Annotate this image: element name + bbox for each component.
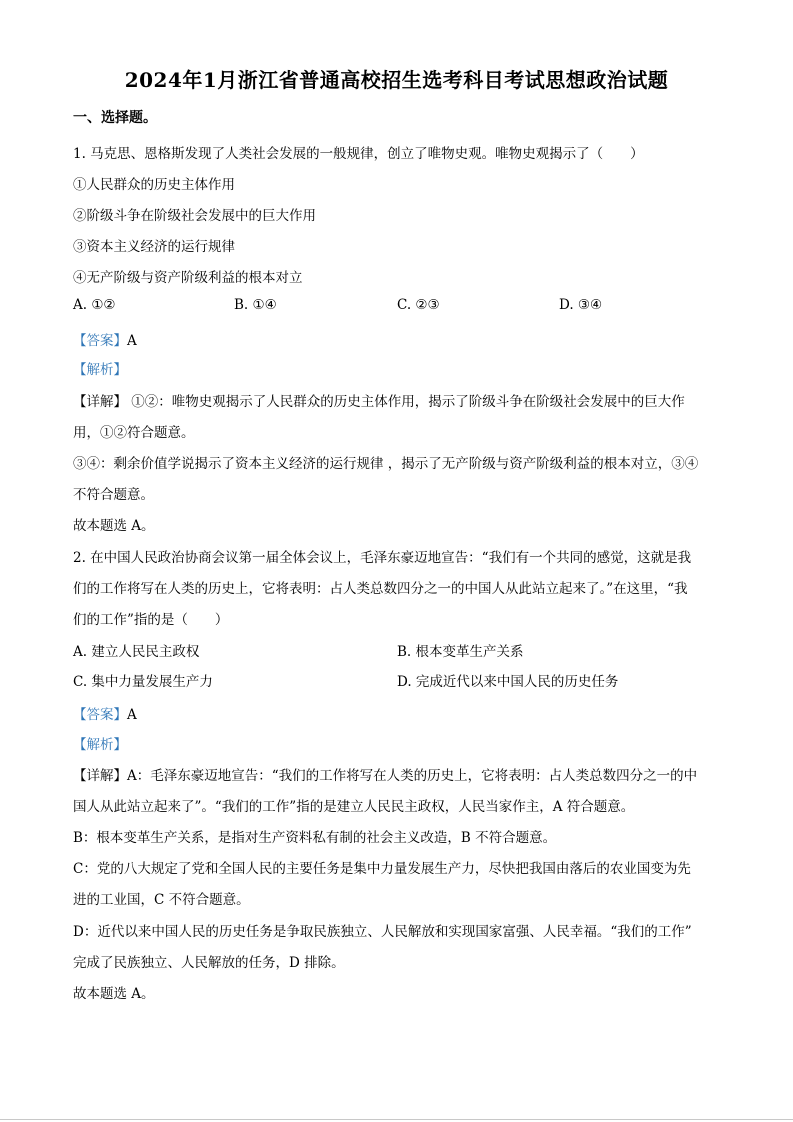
q1-detail-2: 用，①②符合题意。 [73, 425, 195, 441]
q2-stem-2: 们的工作将写在人类的历史上，它将表明：占人类总数四分之一的中国人从此站立起来了。”在这里，“我 [73, 581, 688, 597]
q1-analysis-label: 【解析】 [73, 362, 127, 378]
answer-value: A [127, 707, 137, 723]
answer-label: 【答案】 [73, 707, 127, 723]
q2-detail-7: 完成了民族独立、人民解放的任务，D 排除。 [73, 955, 345, 971]
q1-item-1: ①人民群众的历史主体作用 [73, 177, 235, 193]
q1-detail-4: 不符合题意。 [73, 487, 154, 503]
q1-answer [73, 329, 137, 349]
q1-stem: 1. 马克思、恩格斯发现了人类社会发展的一般规律，创立了唯物史观。唯物史观揭示了（ ） [73, 146, 644, 162]
detail-text: ①②：唯物史观揭示了人民群众的历史主体作用，揭示了阶级斗争在阶级社会发展中的巨大作 [131, 394, 685, 410]
q2-detail-3: B：根本变革生产关系，是指对生产资料私有制的社会主义改造，B 不符合题意。 [73, 830, 557, 846]
q2-answer [73, 703, 137, 723]
answer-value: A [127, 333, 137, 349]
q2-option-d: D. 完成近代以来中国人民的历史任务 [397, 674, 619, 690]
q2-conclusion: 故本题选 A。 [73, 986, 155, 1002]
q1-conclusion: 故本题选 A。 [73, 518, 155, 534]
q2-detail-2: 国人从此站立起来了”。“我们的工作”指的是建立人民民主政权，人民当家作主，A 符合题意。 [73, 799, 635, 815]
q2-option-a: A. 建立人民民主政权 [73, 644, 200, 660]
page-bottom-rule [0, 1119, 793, 1120]
q2-option-c: C. 集中力量发展生产力 [73, 674, 213, 690]
q2-detail-6: D：近代以来中国人民的历史任务是争取民族独立、人民解放和实现国家富强、人民幸福。“我们的工作” [73, 924, 692, 940]
q2-option-b: B. 根本变革生产关系 [397, 644, 524, 660]
answer-label: 【答案】 [73, 333, 127, 349]
q1-option-a: A. ①② [73, 297, 116, 313]
page-title: 2024年1月浙江省普通高校招生选考科目考试思想政治试题 [124, 68, 669, 92]
q1-item-4: ④无产阶级与资产阶级利益的根本对立 [73, 270, 303, 286]
q2-detail-1 [73, 764, 697, 784]
q2-stem-3: 们的工作”指的是（ ） [73, 612, 229, 628]
detail-label: 【详解】 [73, 394, 127, 410]
detail-label: 【详解】 [73, 768, 127, 784]
q1-option-b: B. ①④ [234, 297, 277, 313]
q1-detail-1 [73, 390, 685, 410]
q1-detail-3: ③④：剩余价值学说揭示了资本主义经济的运行规律 ，揭示了无产阶级与资产阶级利益的根本对立，③④ [73, 456, 699, 472]
q1-option-d: D. ③④ [559, 297, 603, 313]
q1-option-c: C. ②③ [397, 297, 440, 313]
section-heading: 一、选择题。 [73, 110, 157, 126]
q2-stem-1: 2. 在中国人民政治协商会议第一届全体会议上，毛泽东豪迈地宣告：“我们有一个共同的感觉，这就是我 [73, 550, 692, 566]
q1-item-2: ②阶级斗争在阶级社会发展中的巨大作用 [73, 208, 316, 224]
q1-item-3: ③资本主义经济的运行规律 [73, 239, 235, 255]
q2-detail-5: 进的工业国，C 不符合题意。 [73, 892, 250, 908]
q2-detail-4: C：党的八大规定了党和全国人民的主要任务是集中力量发展生产力，尽快把我国由落后的农业国变为先 [73, 861, 691, 877]
detail-text: A：毛泽东豪迈地宣告：“我们的工作将写在人类的历史上，它将表明：占人类总数四分之一的中 [127, 768, 698, 784]
q2-analysis-label: 【解析】 [73, 737, 127, 753]
